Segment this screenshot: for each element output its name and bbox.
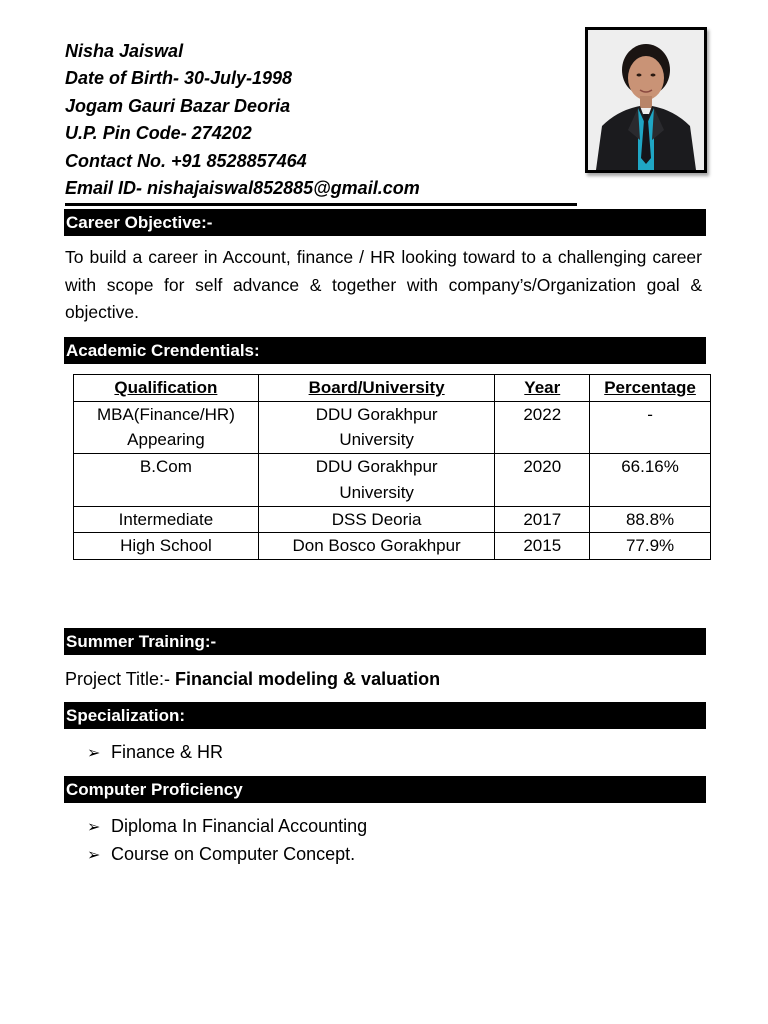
year-cell: 2017 bbox=[495, 506, 590, 533]
percentage-cell: 66.16% bbox=[590, 454, 711, 506]
specialization-heading: Specialization: bbox=[64, 702, 706, 729]
specialization-list bbox=[87, 739, 223, 767]
arrow-bullet-icon: ➢ bbox=[87, 819, 101, 836]
career-objective-heading: Career Objective:- bbox=[64, 209, 706, 236]
table-row bbox=[74, 533, 711, 560]
portrait-image bbox=[588, 30, 704, 170]
board-cell: Don Bosco Gorakhpur bbox=[258, 533, 495, 560]
year-cell: 2020 bbox=[495, 454, 590, 506]
list-item bbox=[87, 739, 223, 767]
column-header-board: Board/University bbox=[258, 375, 495, 402]
qualification-cell: Intermediate bbox=[74, 506, 259, 533]
qualification-cell: High School bbox=[74, 533, 259, 560]
career-objective-text: To build a career in Account, finance / HR looking toward to a challenging career with scope for self advance & together with company’s/Organization goal & objective. bbox=[65, 247, 702, 323]
address-line: Jogam Gauri Bazar Deoria bbox=[65, 95, 291, 116]
contact-details bbox=[65, 38, 585, 202]
list-item bbox=[87, 813, 367, 841]
arrow-bullet-icon: ➢ bbox=[87, 847, 101, 865]
candidate-name: Nisha Jaiswal bbox=[65, 41, 184, 61]
pin-code: U.P. Pin Code- 274202 bbox=[65, 123, 252, 144]
date-of-birth: Date of Birth- 30-July-1998 bbox=[65, 68, 293, 89]
list-item-text: Course on Computer Concept. bbox=[111, 844, 356, 865]
contact-number: Contact No. +91 8528857464 bbox=[65, 150, 307, 171]
list-item-text: Diploma In Financial Accounting bbox=[111, 816, 368, 836]
column-header-year: Year bbox=[495, 375, 590, 402]
academic-heading: Academic Crendentials: bbox=[64, 337, 706, 364]
computer-proficiency-list bbox=[87, 813, 367, 870]
year-cell: 2015 bbox=[495, 533, 590, 560]
percentage-cell: 77.9% bbox=[590, 533, 711, 560]
list-item bbox=[87, 841, 367, 869]
list-item-text: Finance & HR bbox=[111, 742, 224, 762]
project-title-label: Project Title:- bbox=[65, 669, 176, 689]
summer-training-heading: Summer Training:- bbox=[64, 628, 706, 655]
qualification-cell: MBA(Finance/HR) Appearing bbox=[74, 401, 259, 453]
percentage-cell: 88.8% bbox=[590, 506, 711, 533]
computer-proficiency-heading: Computer Proficiency bbox=[64, 776, 706, 803]
table-header-row bbox=[74, 375, 711, 402]
column-header-percentage: Percentage bbox=[590, 375, 711, 402]
project-title-value: Financial modeling & valuation bbox=[175, 669, 441, 689]
percentage-cell: - bbox=[590, 401, 711, 453]
column-header-qualification: Qualification bbox=[74, 375, 259, 402]
qualification-cell: B.Com bbox=[74, 454, 259, 506]
academic-table bbox=[73, 374, 711, 560]
table-row bbox=[74, 506, 711, 533]
board-cell: DDU Gorakhpur University bbox=[258, 401, 495, 453]
table-row bbox=[74, 454, 711, 506]
table-row bbox=[74, 401, 711, 453]
header-divider bbox=[65, 203, 577, 206]
email-id: Email ID- nishajaiswal852885@gmail.com bbox=[65, 178, 420, 199]
arrow-bullet-icon: ➢ bbox=[87, 745, 101, 762]
board-cell: DDU Gorakhpur University bbox=[258, 454, 495, 506]
board-cell: DSS Deoria bbox=[258, 506, 495, 533]
year-cell: 2022 bbox=[495, 401, 590, 453]
profile-photo bbox=[585, 27, 707, 173]
project-title-line bbox=[65, 666, 440, 692]
